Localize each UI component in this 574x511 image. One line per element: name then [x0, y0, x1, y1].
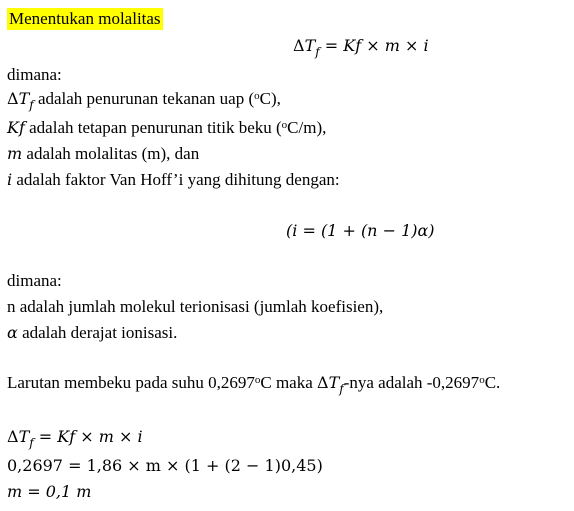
calc-line-1 — [7, 426, 143, 449]
sentence-sub-f: f — [339, 382, 344, 396]
def-m-text: adalah molalitas (m), dan — [22, 144, 200, 163]
sentence-t-symbol: T — [328, 373, 340, 392]
definition-alpha — [7, 322, 177, 344]
def-dtf-text-after: C), — [259, 89, 281, 108]
sentence-part2: C maka — [260, 373, 318, 392]
freezing-sentence — [7, 372, 500, 396]
def-dtf-text-before: adalah penurunan tekanan uap ( — [33, 89, 255, 108]
def-kf-symbol: Kf — [7, 118, 25, 137]
dimana-label-1: dimana: — [7, 65, 62, 84]
sentence-part4: C. — [484, 373, 501, 392]
def-kf-text-before: adalah tetapan penurunan titik beku ( — [24, 118, 282, 137]
dimana-label-2: dimana: — [7, 271, 62, 290]
definition-i — [7, 169, 340, 191]
calc1-delta-symbol: Δ — [7, 427, 19, 446]
def-m-symbol: m — [7, 144, 23, 163]
sentence-part3: -nya adalah -0,2697 — [343, 373, 480, 392]
def-dtf-degree: o — [254, 90, 260, 102]
def-kf-text-after: C/m), — [287, 118, 327, 137]
def-kf-degree: o — [281, 119, 288, 131]
def-i-text: adalah faktor Van Hoff’i yang dihitung dengan: — [12, 170, 340, 189]
sentence-delta-symbol: Δ — [317, 373, 329, 392]
def-sub-f: f — [29, 98, 34, 112]
formula-t-symbol: T — [304, 36, 316, 55]
heading-text: Menentukan molalitas — [9, 9, 161, 28]
def-i-symbol: i — [7, 170, 13, 189]
calc1-rest: = Kf × m × i — [33, 427, 143, 446]
definition-delta-tf — [7, 88, 281, 112]
def-alpha-symbol: α — [7, 323, 18, 342]
def-t-symbol: T — [18, 89, 30, 108]
sentence-degree2: o — [479, 374, 485, 386]
definition-m — [7, 143, 199, 165]
formula-sub-f: f — [315, 45, 320, 59]
sentence-degree1: o — [254, 374, 261, 386]
def-delta-symbol: Δ — [7, 89, 19, 108]
definition-n: n adalah jumlah molekul terionisasi (jumlah koefisien), — [7, 297, 384, 316]
definition-kf — [7, 117, 326, 141]
formula-delta-tf — [293, 35, 429, 58]
calc-line-3: m = 0,1 m — [7, 482, 92, 501]
formula-rest: = Kf × m × i — [319, 36, 429, 55]
calc1-t-symbol: T — [18, 427, 30, 446]
def-alpha-text: adalah derajat ionisasi. — [17, 323, 178, 342]
formula-van-hoff: (i = (1 + (n − 1)α) — [286, 221, 435, 240]
formula-delta-symbol: Δ — [293, 36, 305, 55]
calc-line-2 — [7, 455, 323, 477]
heading — [7, 8, 163, 30]
calc2-text: 0,2697 = 1,86 × m × (1 + (2 − 1)0,45) — [7, 456, 323, 475]
sentence-part1: Larutan membeku pada suhu 0,2697 — [7, 373, 255, 392]
calc1-sub-f: f — [29, 436, 34, 450]
